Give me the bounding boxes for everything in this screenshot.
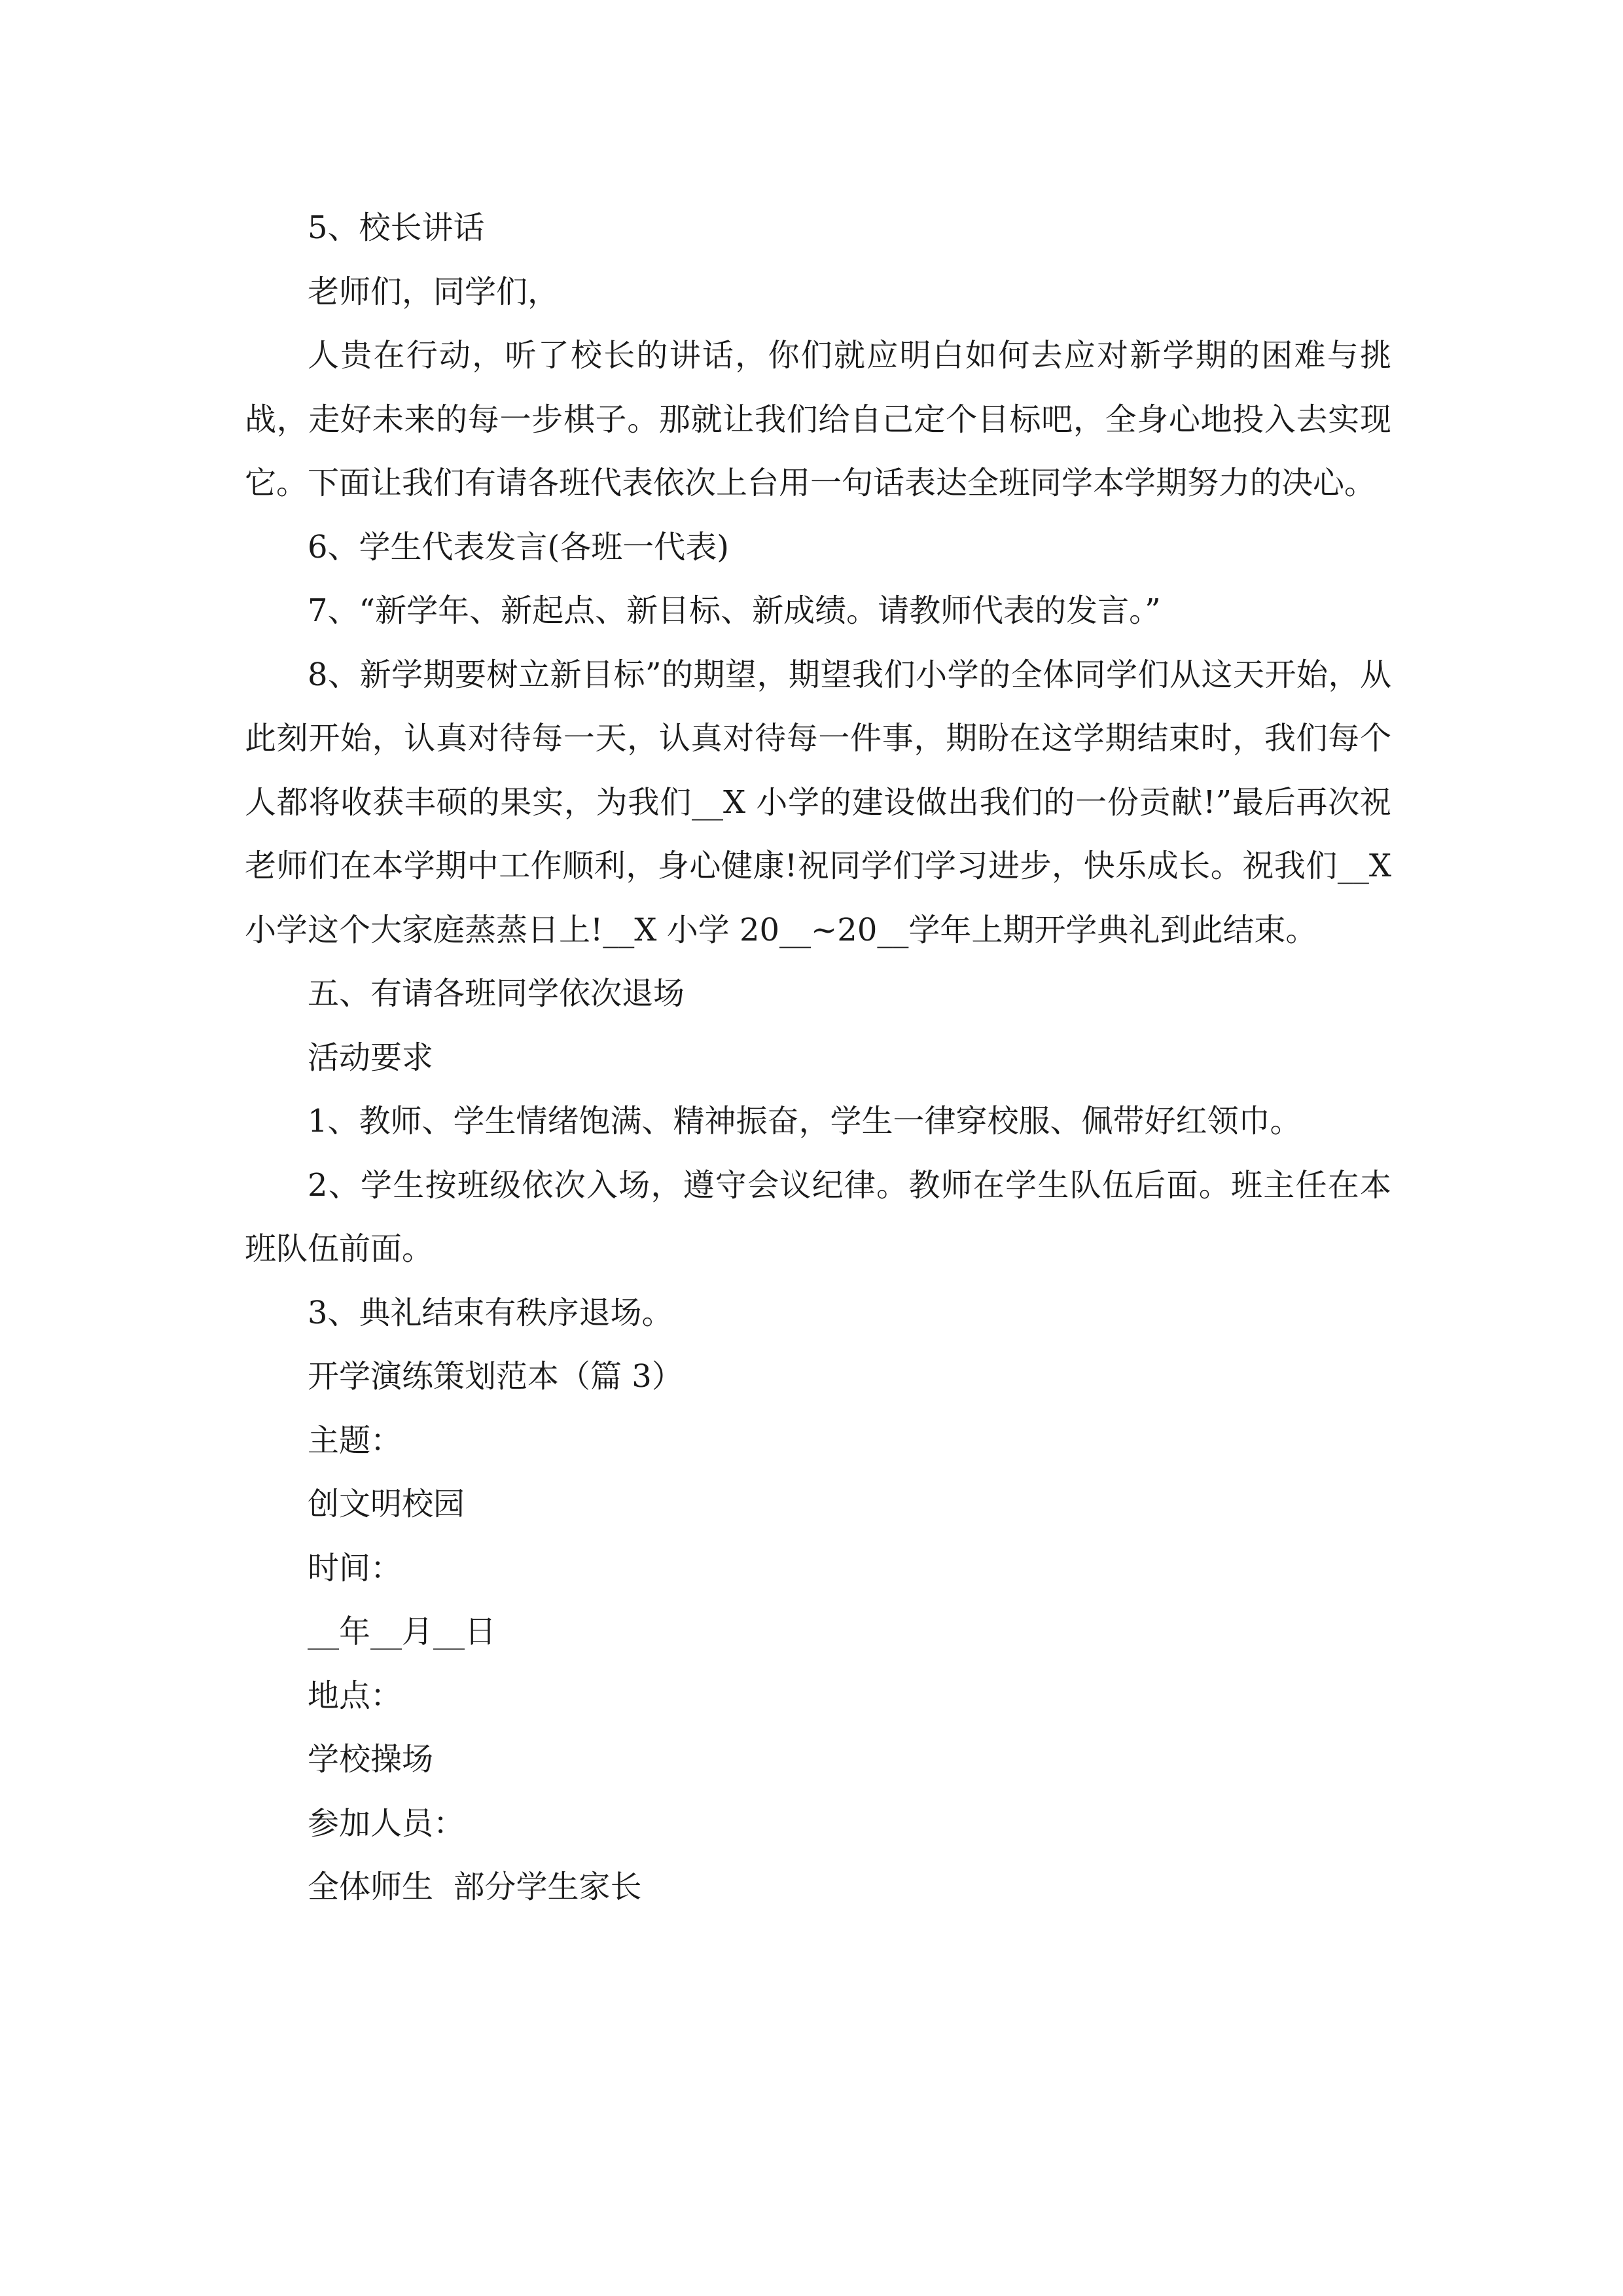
document-body [245, 196, 1402, 1920]
paragraph-time-label: 时间： [308, 1549, 402, 1587]
paragraph-requirement-1: 1、教师、学生情绪饱满、精神振奋，学生一律穿校服、佩带好红领巾。 [308, 1103, 1302, 1139]
paragraph-theme-value: 创文明校园 [308, 1486, 465, 1522]
paragraph-greeting: 老师们，同学们， [308, 273, 560, 310]
paragraph-location-label: 地点： [308, 1677, 402, 1714]
paragraph-time-value: __年__月__日 [308, 1613, 497, 1650]
paragraph-requirement-2: 2、学生按班级依次入场，遵守会议纪律。教师在学生队伍后面。班主任在本班队伍前面。 [245, 1166, 1391, 1267]
paragraph-exit-heading: 五、有请各班同学依次退场 [308, 975, 685, 1012]
paragraph-participants-value: 全体师生 部分学生家长 [308, 1869, 642, 1905]
paragraph-closing-speech: 8、新学期要树立新目标”的期望，期望我们小学的全体同学们从这天开始，从此刻开始，认真对待每一天，认真对待每一件事，期盼在这学期结束时，我们每个人都将收获丰硕的果实，为我们__X 小学的建设做出我们的一份贡献!”最后再次祝老师们在本学期中工作顺利，身心健康!祝同学们学习进步，快乐成长。祝我们__X 小学这个大家庭蒸蒸日上!__X 小学 20__~20__学年上期开学典礼到此结束。 [245, 656, 1402, 948]
paragraph-teacher-speech-heading: 7、“新学年、新起点、新目标、新成绩。请教师代表的发言。” [308, 592, 1161, 629]
paragraph-action-speech: 人贵在行动，听了校长的讲话，你们就应明白如何去应对新学期的困难与挑战，走好未来的每一步棋子。那就让我们给自己定个目标吧，全身心地投入去实现它。下面让我们有请各班代表依次上台用一句话表达全班同学本学期努力的决心。 [245, 337, 1391, 501]
paragraph-student-speech-heading: 6、学生代表发言(各班一代表) [308, 528, 729, 565]
paragraph-principal-speech-heading: 5、校长讲话 [308, 209, 485, 246]
paragraph-theme-label: 主题： [308, 1422, 402, 1459]
paragraph-requirement-3: 3、典礼结束有秩序退场。 [308, 1294, 673, 1331]
paragraph-location-value: 学校操场 [308, 1741, 434, 1778]
paragraph-participants-label: 参加人员： [308, 1804, 465, 1842]
paragraph-requirements-heading: 活动要求 [308, 1039, 434, 1076]
paragraph-section-title: 开学演练策划范本（篇 3） [308, 1358, 683, 1395]
